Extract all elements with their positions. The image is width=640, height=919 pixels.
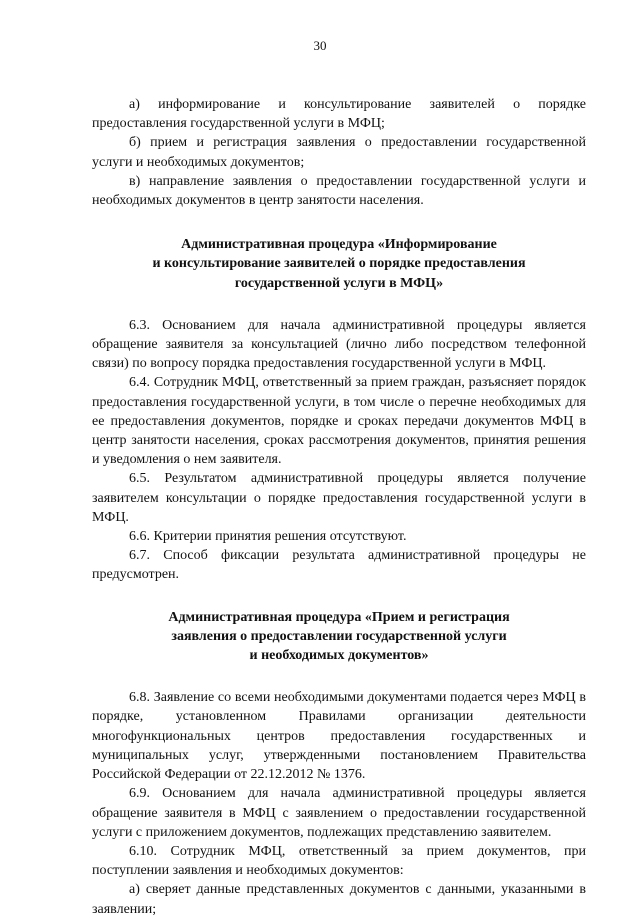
heading-line: заявления о предоставлении государственной услуги xyxy=(171,628,507,644)
document-body xyxy=(92,95,586,919)
paragraph-6-7: 6.7. Способ фиксации результата административной процедуры не предусмотрен. xyxy=(92,548,586,583)
paragraph-6-6: 6.6. Критерии принятия решения отсутствуют. xyxy=(129,529,407,545)
paragraph-6-4: 6.4. Сотрудник МФЦ, ответственный за прием граждан, разъясняет порядок предоставления государственной услуги, в том числе о перечне необходимых для ее предоставления документов, порядке и сроках передачи документов МФЦ в центр занятости населения, сроках рассмотрения документов, принятия решения и уведомления о нем заявителя. xyxy=(92,375,586,468)
paragraph-6-10: 6.10. Сотрудник МФЦ, ответственный за прием документов, при поступлении заявления и необходимых документов: xyxy=(92,843,586,879)
heading-line: Административная процедура «Информирование xyxy=(181,237,497,253)
paragraph-6-5: 6.5. Результатом административной процедуры является получение заявителем консультации о порядке предоставления государственной услуги в МФЦ. xyxy=(92,471,586,525)
intro-item-b: б) прием и регистрация заявления о предоставлении государственной услуги и необходимых документов; xyxy=(92,135,586,170)
section-reception xyxy=(92,688,586,918)
paragraph-6-8: 6.8. Заявление со всеми необходимыми документами подается через МФЦ в порядке, установленном Правилами организации деятельности многофункциональных центров предоставления государственных и муниципальных услуг, утвержденными постановлением Правительства Российской Федерации от 22.12.2012 № 1376. xyxy=(92,690,586,783)
heading-line: и консультирование заявителей о порядке предоставления xyxy=(152,256,526,272)
heading-line: и необходимых документов» xyxy=(249,648,429,664)
paragraph-6-3: 6.3. Основанием для начала административной процедуры является обращение заявителя за консультацией (лично либо посредством телефонной связи) по вопросу порядка предоставления государственной услуги в МФЦ. xyxy=(92,317,586,372)
intro-item-c: в) направление заявления о предоставлении государственной услуги и необходимых документов в центр занятости населения. xyxy=(92,173,586,209)
section-heading-informing xyxy=(92,235,586,293)
section-informing xyxy=(92,316,586,585)
heading-line: Административная процедура «Прием и регистрация xyxy=(168,609,510,625)
paragraph-6-9: 6.9. Основанием для начала административной процедуры является обращение заявителя в МФЦ с заявлением о предоставлении государственной услуги с приложением документов, подлежащих представлению заявителем. xyxy=(92,786,586,840)
intro-item-a: а) информирование и консультирование заявителей о порядке предоставления государственной услуги в МФЦ; xyxy=(92,97,586,132)
paragraph-6-10-a: а) сверяет данные представленных документов с данными, указанными в заявлении; xyxy=(92,882,586,917)
section-heading-reception xyxy=(92,608,586,666)
intro-list xyxy=(92,95,586,210)
page-number: 30 xyxy=(313,38,327,53)
heading-line: государственной услуги в МФЦ» xyxy=(234,275,444,291)
